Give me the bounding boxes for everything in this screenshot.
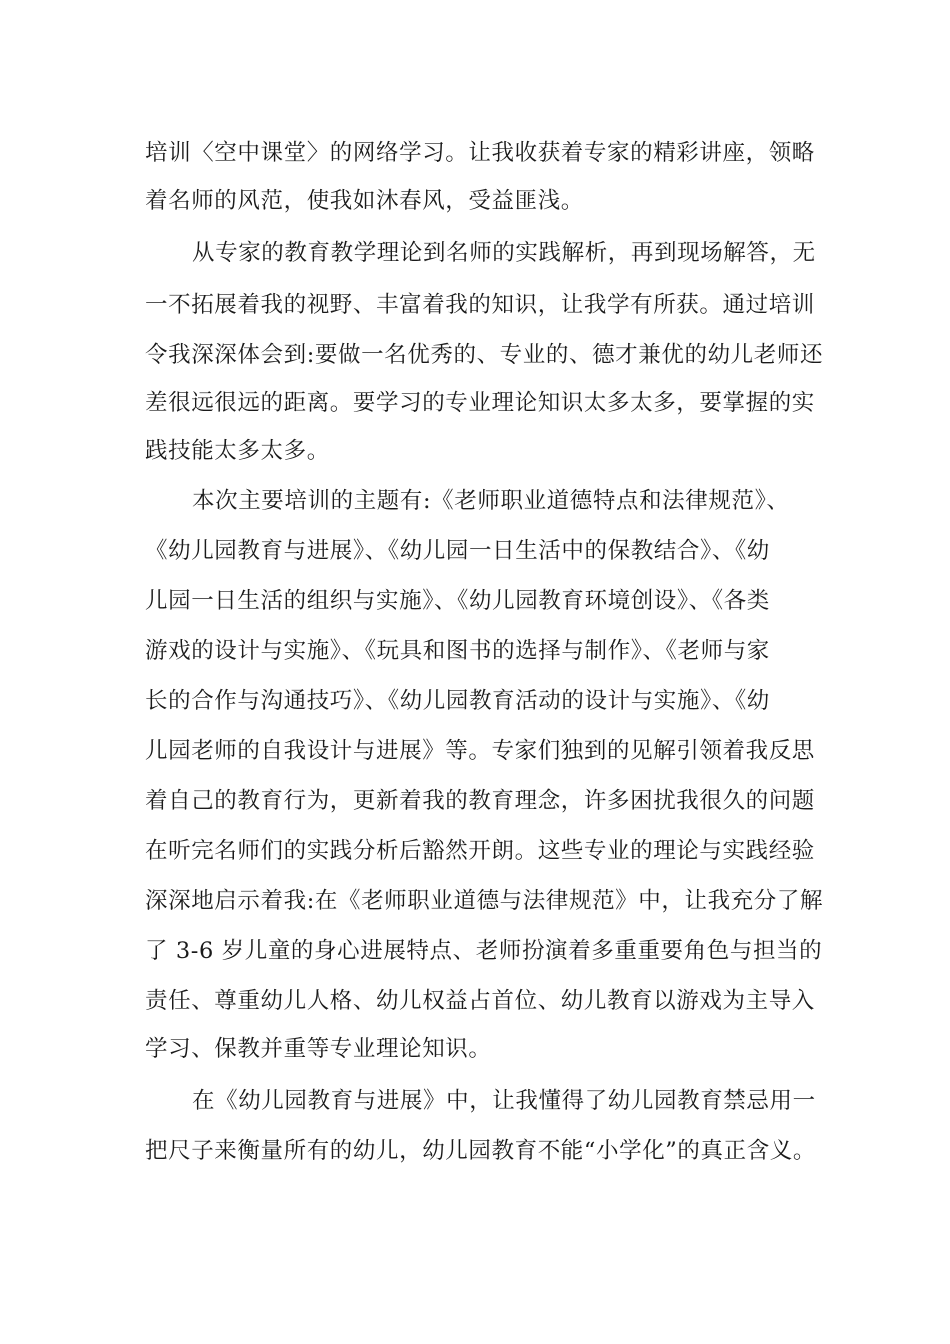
text-line: 长的合作与沟通技巧》、《幼儿园教育活动的设计与实施》、《幼 bbox=[145, 688, 770, 714]
text-line: 儿园一日生活的组织与实施》、《幼儿园教育环境创设》、《各类 bbox=[145, 588, 770, 614]
text-line: 责任、尊重幼儿人格、幼儿权益占首位、幼儿教育以游戏为主导入 bbox=[145, 988, 815, 1014]
text-line: 儿园老师的自我设计与进展》等。专家们独到的见解引领着我反思 bbox=[145, 738, 815, 764]
text-line: 深深地启示着我:在《老师职业道德与法律规范》中，让我充分了解 bbox=[145, 888, 824, 914]
text-line: 在《幼儿园教育与进展》中，让我懂得了幼儿园教育禁忌用一 bbox=[192, 1088, 816, 1114]
text-line: 差很远很远的距离。要学习的专业理论知识太多太多，要掌握的实 bbox=[145, 390, 815, 416]
text-line: 在听完名师们的实践分析后豁然开朗。这些专业的理论与实践经验 bbox=[145, 838, 815, 864]
text-line: 学习、保教并重等专业理论知识。 bbox=[145, 1036, 492, 1062]
text-line: 了 3-6 岁儿童的身心进展特点、老师扮演着多重重要角色与担当的 bbox=[145, 938, 823, 964]
text-line: 《幼儿园教育与进展》、《幼儿园一日生活中的保教结合》、《幼 bbox=[145, 538, 770, 564]
text-line: 游戏的设计与实施》、《玩具和图书的选择与制作》、《老师与家 bbox=[145, 638, 770, 664]
text-line: 一不拓展着我的视野、丰富着我的知识，让我学有所获。通过培训 bbox=[145, 292, 815, 318]
text-line: 着名师的风范，使我如沐春风，受益匪浅。 bbox=[145, 188, 584, 214]
text-line: 着自己的教育行为，更新着我的教育理念，许多困扰我很久的问题 bbox=[145, 788, 815, 814]
text-line: 把尺子来衡量所有的幼儿，幼儿园教育不能“小学化”的真正含义。 bbox=[145, 1138, 817, 1164]
text-line: 本次主要培训的主题有:《老师职业道德特点和法律规范》、 bbox=[192, 488, 790, 514]
text-line: 践技能太多太多。 bbox=[145, 438, 330, 464]
text-line: 从专家的教育教学理论到名师的实践解析，再到现场解答，无 bbox=[192, 240, 816, 266]
text-line: 培训〈空中课堂〉的网络学习。让我收获着专家的精彩讲座，领略 bbox=[145, 140, 815, 166]
text-line: 令我深深体会到:要做一名优秀的、专业的、德才兼优的幼儿老师还 bbox=[145, 342, 824, 368]
